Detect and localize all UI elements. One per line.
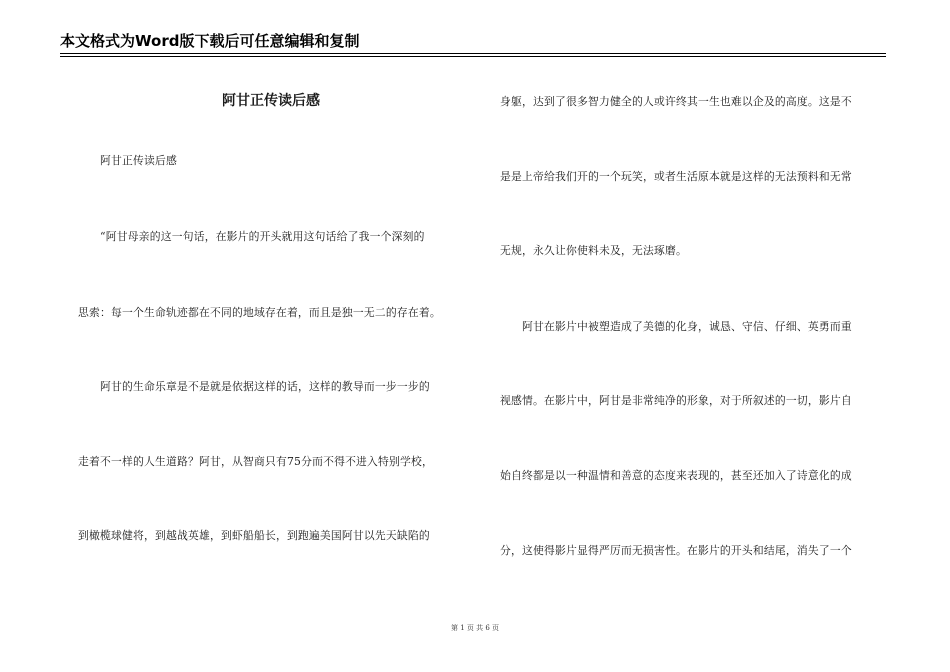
text-line: 是是上帝给我们开的一个玩笑，或者生活原本就是这样的无法预料和无常 (500, 170, 852, 183)
text-line: 始自终都是以一种温情和善意的态度来表现的，甚至还加入了诗意化的成 (500, 469, 852, 482)
document-title: 阿甘正传读后感 (222, 93, 320, 109)
text-line: 无规，永久让你使料未及，无法琢磨。 (500, 244, 687, 257)
text-line: 阿甘正传读后感 (100, 154, 177, 167)
text-line: 视感情。在影片中，阿甘是非常纯净的形象，对于所叙述的一切，影片自 (500, 394, 852, 407)
text-line: “阿甘母亲的这一句话，在影片的开头就用这句话给了我一个深刻的 (100, 230, 425, 243)
text-line: 阿甘的生命乐章是不是就是依据这样的话，这样的教导而一步一步的 (100, 380, 430, 393)
text-line: 分，这使得影片显得严厉而无损害性。在影片的开头和结尾，消失了一个 (500, 544, 852, 557)
text-line: 阿甘在影片中被塑造成了美德的化身，诚恳、守信、仔细、英勇而重 (522, 320, 852, 333)
text-line: 思索：每一个生命轨迹都在不同的地域存在着，而且是独一无二的存在着。 (78, 306, 441, 319)
page-number-footer: 第 1 页 共 6 页 (450, 624, 500, 632)
document-header-banner: 本文格式为Word版下载后可任意编辑和复制 (60, 32, 360, 50)
header-divider-top (60, 53, 886, 54)
text-line: 到橄榄球健将，到越战英雄，到虾船船长，到跑遍美国阿甘以先天缺陷的 (78, 529, 430, 542)
header-divider-bottom (60, 56, 886, 57)
text-line: 走着不一样的人生道路？阿甘，从智商只有75分而不得不进入特别学校， (78, 455, 434, 468)
text-line: 身躯，达到了很多智力健全的人或许终其一生也难以企及的高度。这是不 (500, 95, 852, 108)
